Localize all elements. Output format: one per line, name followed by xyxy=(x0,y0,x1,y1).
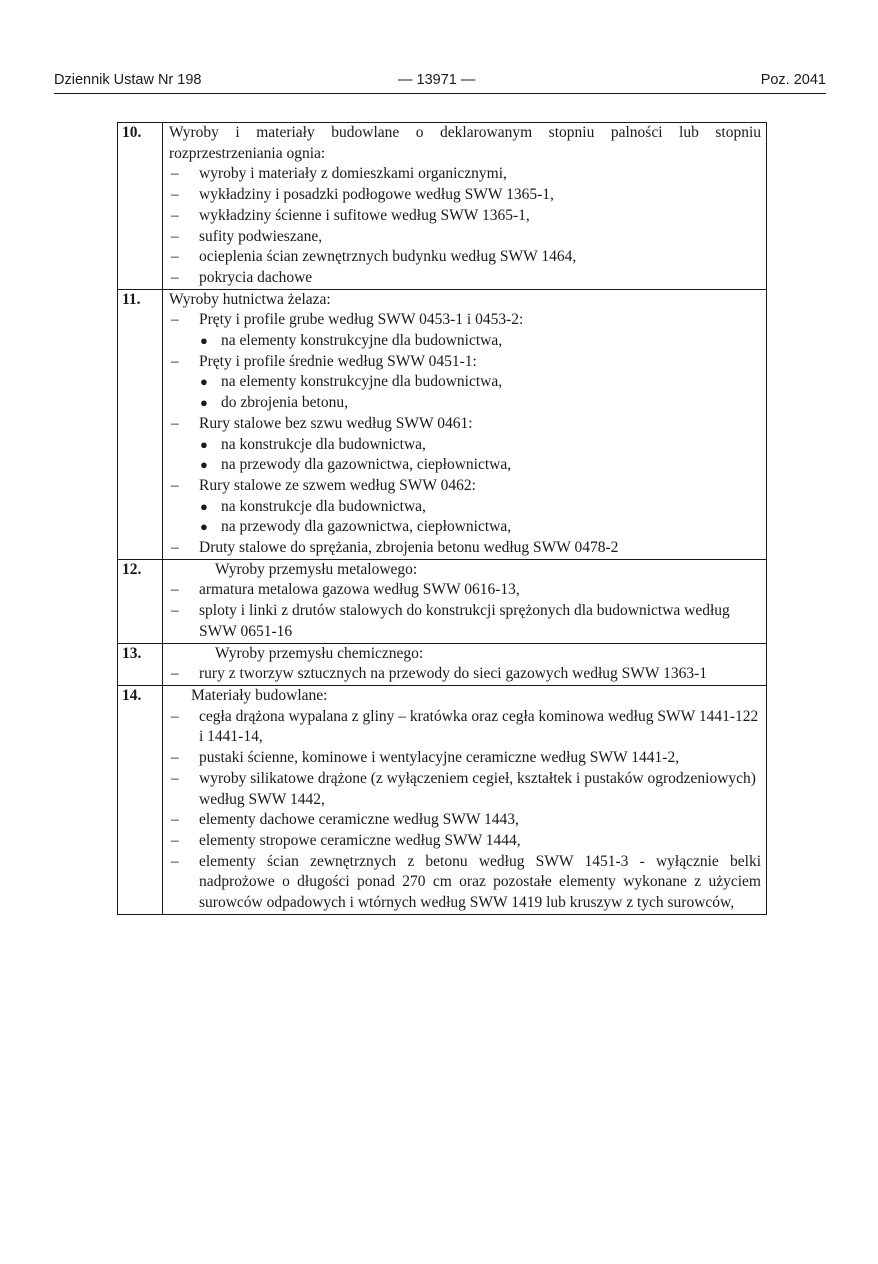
list-item-text: pokrycia dachowe xyxy=(199,268,313,286)
sub-list-item xyxy=(169,455,761,476)
dash-marker: – xyxy=(171,811,179,829)
dash-marker: – xyxy=(171,581,179,599)
row-content xyxy=(163,123,767,290)
row-number: 10. xyxy=(118,123,163,290)
page-header xyxy=(54,71,826,94)
row-number: 13. xyxy=(118,643,163,685)
journal-title: Dziennik Ustaw Nr 198 xyxy=(54,72,202,88)
row-title: Wyroby przemysłu metalowego: xyxy=(215,560,418,578)
sub-list-item-text: na elementy konstrukcyjne dla budownictwa, xyxy=(221,373,503,391)
list-item xyxy=(169,580,761,601)
sub-list-item xyxy=(169,393,761,414)
dash-marker: – xyxy=(171,352,179,370)
list-item-text: sufity podwieszane, xyxy=(199,227,323,245)
list-item xyxy=(169,268,761,289)
sub-list-item xyxy=(169,435,761,456)
list-item-text: elementy dachowe ceramiczne według SWW 1443, xyxy=(199,811,519,829)
list-item xyxy=(169,748,761,769)
dash-marker: – xyxy=(171,414,179,432)
list-item xyxy=(169,352,761,373)
dash-marker: – xyxy=(171,831,179,849)
sub-list-item-text: na konstrukcje dla budownictwa, xyxy=(221,435,426,453)
list-item xyxy=(169,664,761,685)
list-item xyxy=(169,601,761,642)
bullet-marker: ● xyxy=(200,333,208,349)
sub-list-item-text: na elementy konstrukcyjne dla budownictwa, xyxy=(221,332,503,350)
dash-marker: – xyxy=(171,665,179,683)
bullet-marker: ● xyxy=(200,374,208,390)
list-item-text: pustaki ścienne, kominowe i wentylacyjne ceramiczne według SWW 1441-2, xyxy=(199,749,680,767)
list-item-text: wyroby i materiały z domieszkami organicznymi, xyxy=(199,165,507,183)
dash-marker: – xyxy=(171,476,179,494)
dash-marker: – xyxy=(171,602,179,620)
dash-marker: – xyxy=(171,769,179,787)
product-table xyxy=(117,122,767,915)
dash-marker: – xyxy=(171,707,179,725)
row-content xyxy=(163,643,767,685)
dash-marker: – xyxy=(171,227,179,245)
row-number: 11. xyxy=(118,289,163,559)
row-title: Wyroby hutnictwa żelaza: xyxy=(169,290,331,308)
list-item xyxy=(169,538,761,559)
list-item-text: Pręty i profile średnie według SWW 0451-1: xyxy=(199,352,477,370)
list-item-text: wykładziny i posadzki podłogowe według SWW 1365-1, xyxy=(199,186,554,204)
bullet-marker: ● xyxy=(200,519,208,535)
dash-marker: – xyxy=(171,206,179,224)
list-item-text: wykładziny ścienne i sufitowe według SWW 1365-1, xyxy=(199,206,530,224)
dash-marker: – xyxy=(171,165,179,183)
list-item xyxy=(169,831,761,852)
dash-marker: – xyxy=(171,539,179,557)
row-number: 14. xyxy=(118,685,163,914)
list-item xyxy=(169,227,761,248)
list-item-text: cegła drążona wypalana z gliny – kratówka oraz cegła kominowa według SWW 1441-122 i 1441-14, xyxy=(199,707,759,746)
row-number: 12. xyxy=(118,559,163,643)
row-title: Wyroby i materiały budowlane o deklarowanym stopniu palności lub stopniu rozprzestrzeniania ognia: xyxy=(169,124,761,162)
dash-marker: – xyxy=(171,268,179,286)
row-content xyxy=(163,289,767,559)
list-item xyxy=(169,247,761,268)
dash-marker: – xyxy=(171,749,179,767)
position-number: Poz. 2041 xyxy=(760,72,826,88)
list-item xyxy=(169,707,761,748)
list-item xyxy=(169,414,761,435)
list-item xyxy=(169,476,761,497)
dash-marker: – xyxy=(171,852,179,870)
sub-list-item xyxy=(169,372,761,393)
list-item xyxy=(169,810,761,831)
sub-list-item-text: na konstrukcje dla budownictwa, xyxy=(221,497,426,515)
list-item xyxy=(169,206,761,227)
list-item xyxy=(169,852,761,914)
bullet-marker: ● xyxy=(200,395,208,411)
table-row-13 xyxy=(118,643,767,685)
list-item xyxy=(169,769,761,810)
row-title: Wyroby przemysłu chemicznego: xyxy=(215,644,424,662)
list-item-text: Pręty i profile grube według SWW 0453-1 i 0453-2: xyxy=(199,311,524,329)
dash-marker: – xyxy=(171,248,179,266)
table-row-11 xyxy=(118,289,767,559)
bullet-marker: ● xyxy=(200,436,208,452)
table-row-10 xyxy=(118,123,767,290)
row-content xyxy=(163,685,767,914)
row-title: Materiały budowlane: xyxy=(191,686,328,704)
sub-list-item-text: na przewody dla gazownictwa, ciepłownictwa, xyxy=(221,518,512,536)
page-number: — 13971 — xyxy=(398,72,476,88)
bullet-marker: ● xyxy=(200,457,208,473)
table-row-14 xyxy=(118,685,767,914)
list-item-text: Rury stalowe bez szwu według SWW 0461: xyxy=(199,414,473,432)
row-content xyxy=(163,559,767,643)
list-item-text: Druty stalowe do sprężania, zbrojenia betonu według SWW 0478-2 xyxy=(199,539,619,557)
list-item xyxy=(169,310,761,331)
list-item-text: elementy ścian zewnętrznych z betonu według SWW 1451-3 - wyłącznie belki nadprożowe o długości ponad 270 cm oraz pozostałe elementy wykonane z użyciem surowców odpadowych i wtórnych według SWW 1419 lub kruszyw z tych surowców, xyxy=(199,852,761,912)
sub-list-item-text: na przewody dla gazownictwa, ciepłownictwa, xyxy=(221,456,512,474)
list-item-text: elementy stropowe ceramiczne według SWW 1444, xyxy=(199,831,521,849)
list-item-text: sploty i linki z drutów stalowych do konstrukcji sprężonych dla budownictwa według SWW 0651-16 xyxy=(199,602,730,640)
sub-list-item xyxy=(169,517,761,538)
list-item-text: armatura metalowa gazowa według SWW 0616-13, xyxy=(199,581,520,599)
list-item xyxy=(169,185,761,206)
list-item-text: ocieplenia ścian zewnętrznych budynku według SWW 1464, xyxy=(199,248,577,266)
list-item-text: wyroby silikatowe drążone (z wyłączeniem cegieł, kształtek i pustaków ogrodzeniowych) według SWW 1442, xyxy=(199,769,756,808)
bullet-marker: ● xyxy=(200,498,208,514)
dash-marker: – xyxy=(171,186,179,204)
sub-list-item xyxy=(169,331,761,352)
sub-list-item xyxy=(169,497,761,518)
list-item-text: rury z tworzyw sztucznych na przewody do sieci gazowych według SWW 1363-1 xyxy=(199,665,708,683)
dash-marker: – xyxy=(171,311,179,329)
list-item-text: Rury stalowe ze szwem według SWW 0462: xyxy=(199,476,476,494)
list-item xyxy=(169,164,761,185)
table-row-12 xyxy=(118,559,767,643)
sub-list-item-text: do zbrojenia betonu, xyxy=(221,394,348,412)
